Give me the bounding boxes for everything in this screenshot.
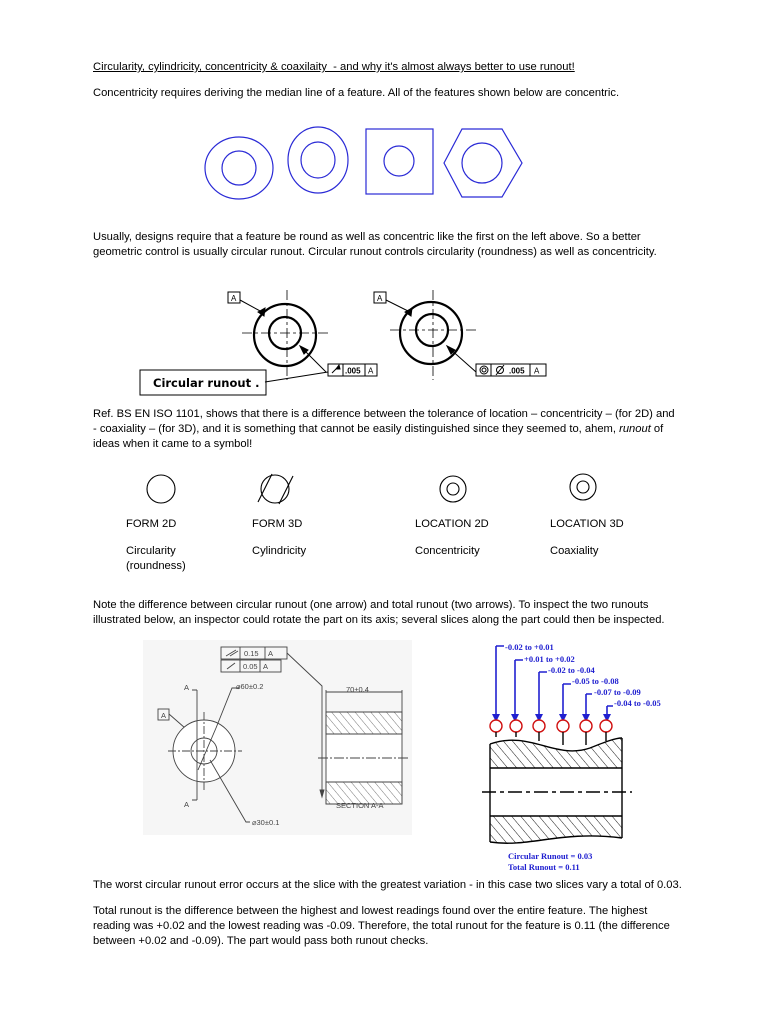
symbol-name-concentricity: Concentricity: [415, 545, 480, 557]
circular-runout-result: Circular Runout = 0.03: [508, 851, 593, 861]
fcf-circular-runout-value: 0.05: [243, 662, 258, 671]
datum-a-label: A: [161, 711, 167, 720]
paragraph-iso-l1: Ref. BS EN ISO 1101, shows that there is a difference between the tolerance of location – concentricity – (for 2D) and: [93, 408, 675, 420]
symbol-category-location-3d: LOCATION 3D: [550, 518, 624, 530]
reading-slice-1: -0.02 to +0.01: [505, 642, 554, 652]
symbol-name-cylindricity: Cylindricity: [252, 545, 307, 557]
paragraph-iso-l3: ideas when it came to a symbol!: [93, 438, 253, 450]
paragraph-total-runout-l2: reading was +0.02 and the lowest reading was -0.09. Therefore, the total runout for the feature is 0.11 (the difference: [93, 920, 670, 932]
symbol-category-location-2d: LOCATION 2D: [415, 518, 489, 530]
paragraph-total-runout-l1: Total runout is the difference between the highest and lowest readings found over the entire feature. The highest: [93, 905, 648, 917]
page-title: Circularity, cylindricity, concentricity & coaxilaity - and why it's almost always better to use runout!: [93, 61, 575, 73]
symbol-category-form-2d: FORM 2D: [126, 518, 177, 530]
svg-text:A: A: [184, 683, 190, 692]
svg-text:A: A: [534, 366, 540, 376]
reading-slice-2: +0.01 to +0.02: [524, 654, 575, 664]
paragraph-runout-l2: geometric control is usually circular runout. Circular runout controls circularity (roundness) as well as concentricity.: [93, 246, 657, 258]
reading-slice-3: -0.02 to -0.04: [548, 665, 595, 675]
paragraph-note-l2: illustrated below, an inspector could rotate the part on its axis; several slices along the part could then be inspected.: [93, 614, 665, 626]
svg-text:A: A: [184, 800, 190, 809]
reading-slice-6: -0.04 to -0.05: [614, 698, 661, 708]
svg-text:A: A: [368, 366, 374, 376]
total-runout-result: Total Runout = 0.11: [508, 862, 580, 872]
svg-text:A: A: [268, 649, 274, 658]
symbol-category-form-3d: FORM 3D: [252, 518, 303, 530]
fcf-value: .005: [345, 366, 361, 376]
section-label: SECTION A-A: [336, 801, 384, 810]
svg-text:A: A: [377, 294, 383, 303]
svg-text:.005: .005: [509, 366, 525, 376]
symbol-name-coaxiality: Coaxiality: [550, 545, 599, 557]
datum-label: A: [231, 294, 237, 303]
paragraph-runout-l1: Usually, designs require that a feature be round as well as concentric like the first on the left above. So a better: [93, 231, 641, 243]
svg-text:A: A: [263, 662, 269, 671]
symbol-name-circularity: Circularity (roundness): [126, 545, 186, 572]
outer-diameter-dimension: ⌀60±0.2: [236, 682, 264, 691]
fcf-total-runout-value: 0.15: [244, 649, 259, 658]
paragraph-total-runout-l3: between +0.02 and -0.09). The part would pass both runout checks.: [93, 935, 429, 947]
inner-diameter-dimension: ⌀30±0.1: [252, 818, 280, 827]
paragraph-note-l1: Note the difference between circular runout (one arrow) and total runout (two arrows). To inspect the two runouts: [93, 599, 649, 611]
paragraph-worst-slice: The worst circular runout error occurs at the slice with the greatest variation - in this case two slices vary a total of 0.03.: [93, 879, 682, 891]
length-dimension: 70±0.4: [346, 685, 369, 694]
reading-slice-4: -0.05 to -0.08: [572, 676, 619, 686]
paragraph-iso-l2: - coaxiality – (for 3D), and it is something that cannot be easily distinguished since they seemed to, ahem, runout of: [93, 423, 664, 435]
reading-slice-5: -0.07 to -0.09: [594, 687, 641, 697]
circular-runout-callout: Circular runout .: [153, 376, 260, 390]
paragraph-concentricity: Concentricity requires deriving the median line of a feature. All of the features shown below are concentric.: [93, 87, 620, 99]
